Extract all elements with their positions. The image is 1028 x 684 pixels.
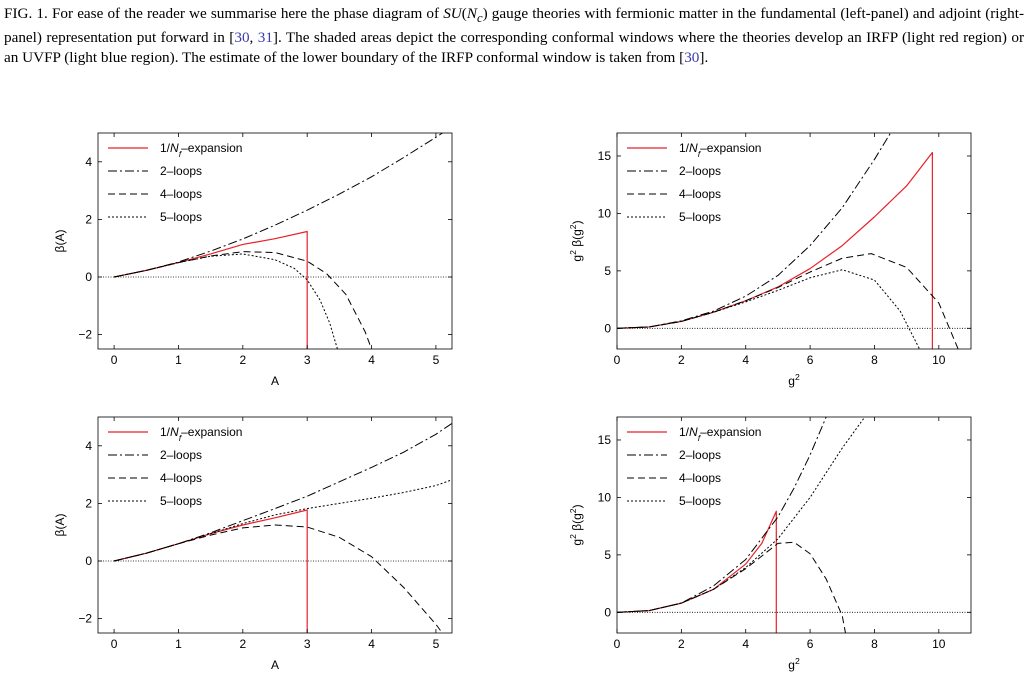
legend-label-exp: $1/N_f$–expansion	[679, 141, 762, 159]
series-l5-line	[114, 254, 337, 349]
caption-text-1: For ease of the reader we summarise here the phase diagram of	[51, 5, 444, 22]
x-tick-label: 3	[303, 637, 311, 651]
x-tick-label: 4	[368, 637, 375, 651]
series-l4-line	[114, 525, 442, 633]
citation-link-30[interactable]: 30	[234, 29, 250, 47]
y-tick-label: −2	[78, 327, 92, 342]
citation-link-31[interactable]: 31	[257, 29, 273, 47]
legend-label-exp: $1/N_f$–expansion	[679, 425, 762, 443]
legend-label-l2: 2–loops	[679, 164, 722, 178]
legend-label-l4: 4–loops	[679, 471, 722, 485]
x-tick-label: 2	[239, 637, 247, 651]
figure-label: FIG. 1.	[4, 5, 48, 22]
legend-label-l5: 5–loops	[160, 210, 203, 224]
x-axis-label: $g^2$	[788, 372, 800, 388]
x-tick-label: 6	[806, 637, 814, 651]
legend-label-l5: 5–loops	[160, 494, 203, 508]
y-tick-label: 5	[604, 263, 611, 278]
x-tick-label: 0	[110, 637, 118, 651]
legend-label-l2: 2–loops	[160, 164, 203, 178]
caption-nc-sub: c	[476, 11, 483, 26]
legend	[627, 141, 761, 224]
series-l2-line	[114, 423, 452, 561]
legend-label-l4: 4–loops	[160, 187, 203, 201]
series-l5-line	[617, 417, 865, 612]
legend-label-exp: $1/N_f$–expansion	[160, 141, 243, 159]
x-tick-label: 0	[110, 353, 118, 367]
x-tick-label: 0	[613, 637, 621, 651]
legend	[627, 425, 761, 508]
legend-label-exp: $1/N_f$–expansion	[160, 425, 243, 443]
x-tick-label: 3	[303, 353, 311, 367]
legend-label-l5: 5–loops	[679, 494, 722, 508]
series-l5-line	[114, 480, 452, 561]
x-axis-label: A	[270, 658, 280, 672]
x-tick-label: 4	[742, 637, 750, 651]
y-tick-label: 4	[85, 438, 92, 453]
x-tick-label: 10	[932, 637, 946, 651]
plot-frame	[617, 417, 971, 633]
caption-text-2: gauge theories with fermionic matter in the fundamental (left-panel) and adjoint (right-panel) representation put forward in [	[4, 5, 1024, 47]
y-tick-label: 4	[85, 154, 92, 169]
series-exp-line	[617, 153, 932, 349]
y-axis-label: β(A)	[53, 513, 67, 537]
y-tick-label: 5	[604, 547, 611, 562]
y-tick-label: −2	[78, 611, 92, 626]
x-tick-label: 2	[678, 353, 685, 367]
x-tick-label: 1	[175, 353, 182, 367]
x-tick-label: 8	[871, 637, 878, 651]
x-tick-label: 10	[932, 353, 946, 367]
y-tick-label: 0	[604, 605, 611, 620]
y-tick-label: 0	[85, 554, 92, 568]
caption-su: SU	[443, 5, 462, 22]
x-tick-label: 8	[871, 353, 878, 367]
x-axis-label: $g^2$	[788, 656, 800, 672]
x-tick-label: 2	[678, 637, 685, 651]
y-axis-label: $g^2$ $\beta(g^2)$	[568, 504, 584, 546]
x-tick-label: 6	[806, 353, 814, 367]
plot-frame	[617, 133, 971, 349]
chart-bottom-left	[53, 417, 452, 672]
y-tick-label: 15	[597, 432, 611, 447]
caption-nc: N	[466, 5, 477, 22]
series-l4-line	[617, 542, 845, 633]
caption-text-4: ].	[699, 49, 709, 67]
y-tick-label: 10	[597, 206, 611, 221]
x-tick-label: 0	[613, 353, 621, 367]
series-exp-line	[114, 232, 307, 350]
legend-label-l2: 2–loops	[679, 448, 722, 462]
series-l4-line	[114, 252, 371, 349]
legend	[108, 425, 242, 508]
x-axis-label: A	[270, 374, 280, 388]
legend-label-l5: 5–loops	[679, 210, 722, 224]
series-l4-line	[617, 254, 958, 349]
x-tick-label: 5	[432, 353, 440, 367]
chart-top-left	[53, 127, 452, 388]
y-tick-label: 0	[604, 321, 611, 336]
x-tick-label: 4	[742, 353, 750, 367]
legend-label-l4: 4–loops	[160, 471, 203, 485]
figure-caption: FIG. 1. For ease of the reader we summarise here the phase diagram of $SU(N_c)$ gauge theories with fermionic matter in the fundamental (left-panel) and adjoint (right-panel) representation put forward in [30, 31]. The shaded areas depict the corresponding conformal windows where the theories develop an IRFP (light red region) or an UVFP (light blue region). The estimate of the lower boundary of the IRFP conformal window is taken from [30].	[4, 5, 1024, 67]
caption-text-3: ]. The shaded areas depict the corresponding conformal windows where the theories develop an IRFP (light red region) or an UVFP (light blue region). The estimate of the lower boundary of the IRFP conformal window is taken from [	[4, 29, 1024, 67]
y-axis-label: β(A)	[53, 229, 67, 253]
y-tick-label: 2	[85, 212, 92, 227]
series-exp-line	[617, 511, 776, 633]
x-tick-label: 2	[239, 353, 247, 367]
x-tick-label: 4	[368, 353, 375, 367]
x-tick-label: 5	[432, 637, 440, 651]
y-tick-label: 0	[85, 270, 92, 284]
legend-label-l4: 4–loops	[679, 187, 722, 201]
y-axis-label: $g^2$ $\beta(g^2)$	[568, 220, 584, 262]
chart-bottom-right	[568, 417, 971, 672]
legend	[108, 141, 242, 224]
y-tick-label: 2	[85, 496, 92, 511]
y-tick-label: 15	[597, 148, 611, 163]
chart-top-right	[568, 133, 971, 388]
y-tick-label: 10	[597, 490, 611, 505]
citation-link-30-b[interactable]: 30	[684, 49, 700, 67]
series-exp-line	[114, 510, 307, 633]
x-tick-label: 1	[175, 637, 182, 651]
plot-frame	[98, 133, 452, 349]
legend-label-l2: 2–loops	[160, 448, 203, 462]
